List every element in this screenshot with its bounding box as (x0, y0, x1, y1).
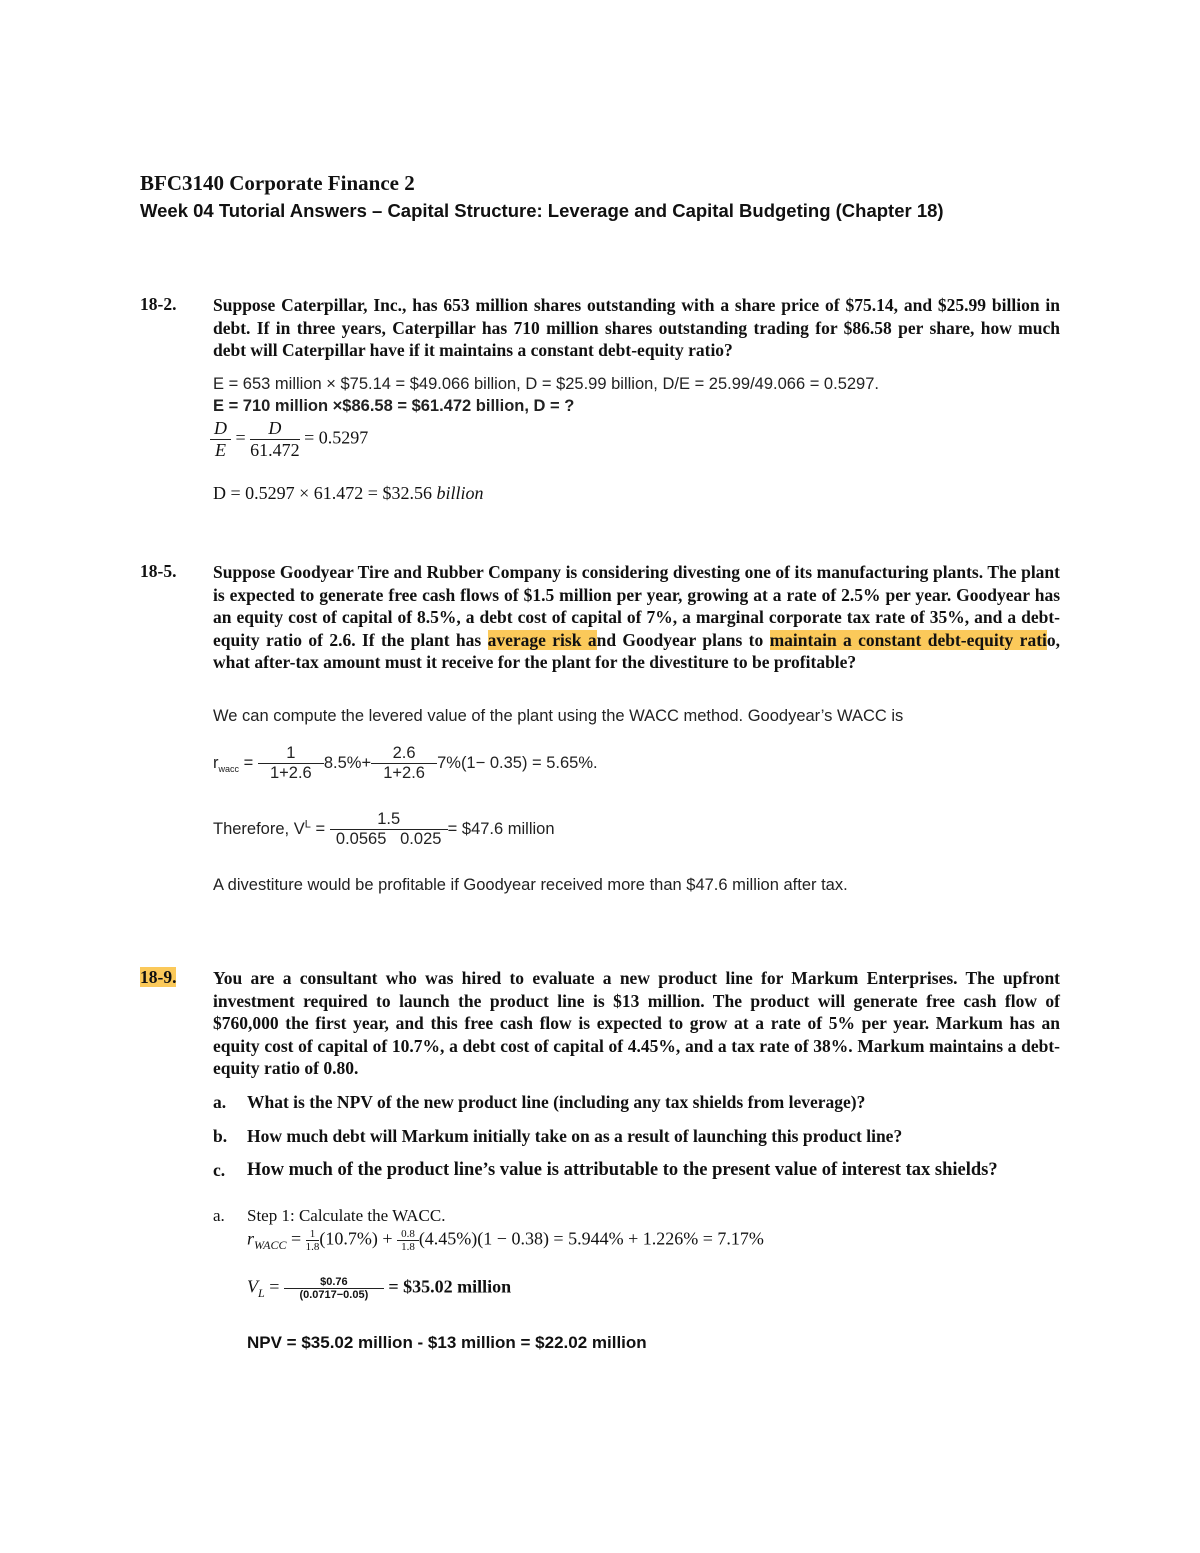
debt-equation (213, 483, 483, 504)
value-subscript: L (258, 1286, 265, 1301)
fraction-denominator: (0.0717−0.05) (299, 1289, 369, 1301)
part-text: What is the NPV of the new product line (including any tax shields from leverage)? (247, 1092, 866, 1112)
fraction-denominator: 1.8 (401, 1241, 415, 1253)
question-text (213, 294, 1060, 362)
fraction-denominator: 61.472 (250, 440, 300, 460)
answer-conclusion: A divestiture would be profitable if Goodyear received more than $47.6 million after tax. (213, 876, 848, 894)
question-text (213, 561, 1060, 674)
fraction-numerator: 0.8 (397, 1228, 419, 1241)
equation-text: D = 0.5297 × 61.472 = $32.56 (213, 483, 432, 503)
wacc-subscript: WACC (254, 1238, 287, 1253)
fraction-numerator: 1.5 (330, 810, 448, 830)
equation-result: = 0.5297 (304, 427, 369, 448)
levered-value-equation (213, 810, 555, 849)
part-letter: a. (213, 1092, 227, 1112)
equation-result: = $47.6 million (447, 819, 555, 838)
question-number (140, 967, 176, 988)
answer-line: E = 653 million × $75.14 = $49.066 billion, D = $25.99 billion, D/E = 25.99/49.066 = 0.5297. (213, 375, 879, 393)
equation-result: = $35.02 million (388, 1276, 512, 1297)
equation-unit: billion (436, 483, 484, 503)
question-18-9-text: You are a consultant who was hired to evaluate a new product line for Markum Enterprises. The upfront investment required to launch the product line is $13 million. The product will generate free cash flow of $760,000 the first year, and this free cash flow is expected to grow at a rate of 5% per year. Markum has an equity cost of capital of 10.7%, a debt cost of capital of 4.45%, and a tax rate of 38%. Markum maintains a debt-equity ratio of 0.80. (213, 968, 1060, 1079)
question-text (213, 967, 1060, 1080)
part-letter: c. (213, 1160, 226, 1180)
therefore-label: Therefore, V (213, 819, 305, 838)
fraction-denominator: 1+2.6 (383, 764, 425, 782)
answer-line: We can compute the levered value of the plant using the WACC method. Goodyear’s WACC is (213, 707, 904, 725)
wacc-symbol: r (213, 753, 219, 772)
npv-result: NPV = $35.02 million - $13 million = $22.02 million (247, 1333, 647, 1352)
course-title: BFC3140 Corporate Finance 2 (140, 171, 415, 195)
highlight: maintain a constant debt-equity rati (769, 629, 1047, 650)
equation-term: (10.7%) + (319, 1228, 393, 1249)
part-text: How much debt will Markum initially take on as a result of launching this product line? (247, 1126, 903, 1146)
levered-value-equation (247, 1276, 511, 1301)
fraction-numerator: D (210, 418, 231, 440)
question-number: 18-5. (140, 561, 177, 581)
wacc-equation (247, 1228, 764, 1253)
wacc-symbol: r (247, 1228, 255, 1249)
part-letter: b. (213, 1126, 228, 1146)
step-label: Step 1: Calculate the WACC. (247, 1206, 446, 1225)
equals: = (291, 1228, 302, 1249)
superscript: L (304, 818, 311, 831)
equals: = (315, 819, 326, 838)
fraction-numerator: 1 (306, 1228, 320, 1241)
highlight: average risk a (487, 629, 597, 650)
fraction-numerator: $0.76 (284, 1276, 384, 1289)
fraction-numerator: D (250, 418, 300, 440)
wacc-subscript: wacc (218, 764, 240, 775)
question-18-2-text: Suppose Caterpillar, Inc., has 653 million shares outstanding with a share price of $75.14, and $25.99 billion in debt. If in three years, Caterpillar has 710 million shares outstanding trading for $86.58 per share, how much debt will Caterpillar have if it maintains a constant debt-equity ratio? (213, 295, 1060, 361)
fraction-numerator: 1 (258, 744, 324, 764)
part-text: How much of the product line’s value is attributable to the present value of interest tax shields? (247, 1160, 998, 1180)
fraction-denominator: 0.0565 0.025 (335, 830, 442, 848)
equals: = (269, 1276, 280, 1297)
question-number: 18-2. (140, 294, 177, 314)
equation-term: 8.5%+ (323, 753, 372, 772)
question-18-5-text: Suppose Goodyear Tire and Rubber Company is considering divesting one of its manufacturing plants. The plant is expected to generate free cash flows of $1.5 million per year, growing at a rate of 2.5% per year. Goodyear has an equity cost of capital of 8.5%, a debt cost of capital of 7%, a marginal corporate tax rate of 35%, and a debt-equity ratio of 2.6. If the plant has average risk and Goodyear plans to maintain a constant debt-equity ratio, what after-tax amount must it receive for the plant for the divestiture to be profitable? (213, 562, 1061, 673)
wacc-equation (213, 744, 598, 783)
fraction-denominator: 1+2.6 (269, 764, 312, 782)
fraction-denominator: E (215, 440, 226, 460)
answer-letter: a. (213, 1206, 225, 1225)
answer-line: E = 710 million ×$86.58 = $61.472 billion, D = ? (213, 397, 575, 415)
highlight: 18-9. (140, 967, 177, 987)
value-symbol: V (247, 1276, 258, 1297)
page-subtitle: Week 04 Tutorial Answers – Capital Structure: Leverage and Capital Budgeting (Chapter 18) (140, 200, 944, 221)
equation-term: (4.45%)(1 − 0.38) = 5.944% + 1.226% = 7.17% (418, 1228, 764, 1249)
fraction-denominator: 1.8 (305, 1241, 320, 1253)
fraction-numerator: 2.6 (371, 744, 437, 764)
equals: = (243, 753, 254, 772)
equation-term: 7%(1− 0.35) = 5.65%. (437, 753, 598, 772)
ratio-equation: $\frac{D}{E}$ = $\frac{D}{61.472}$ = 0.5297 (210, 418, 368, 461)
